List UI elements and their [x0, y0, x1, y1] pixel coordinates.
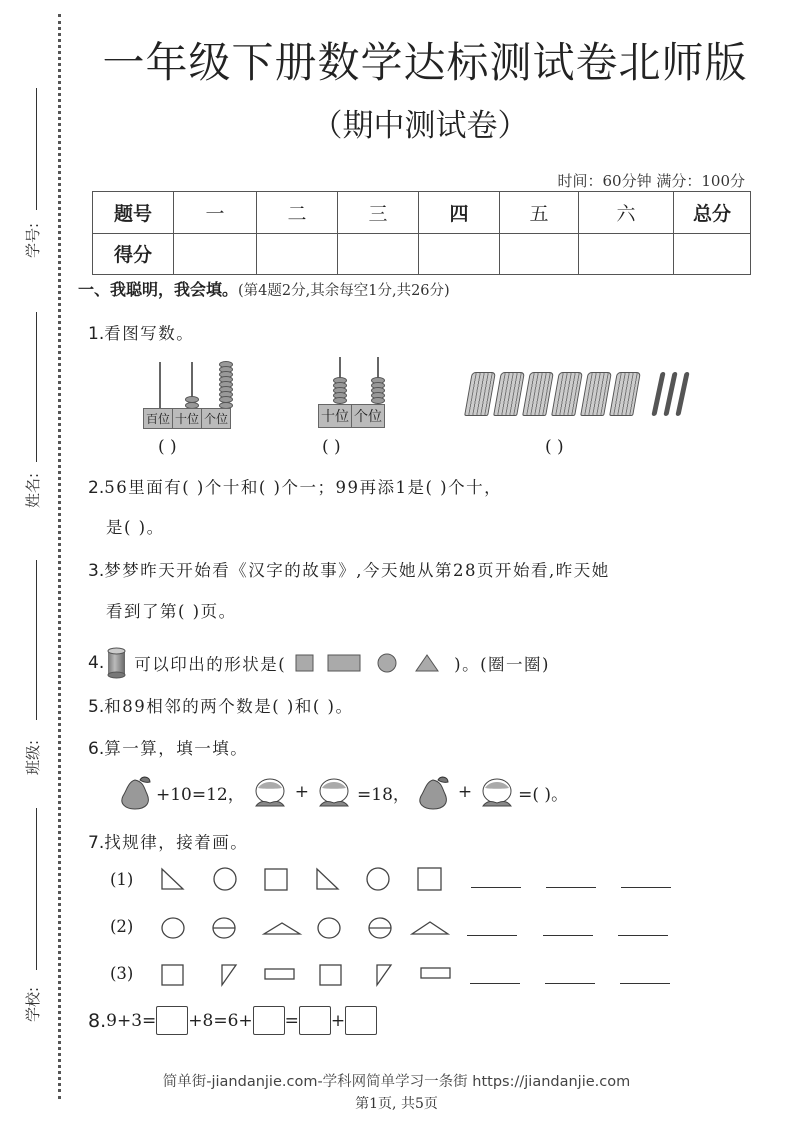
- page-number: 第1页, 共5页: [355, 1096, 438, 1112]
- question-2-line-1: [88, 474, 502, 498]
- square-icon: [162, 965, 183, 985]
- stick-bundle-icon: [580, 372, 612, 416]
- right-triangle-icon: [317, 869, 338, 889]
- section-1-title: 一、我聪明，我会填。: [78, 280, 239, 299]
- question-5-number: 5.: [88, 697, 105, 717]
- time-info: 时间：60分钟 满分：100分: [557, 172, 745, 190]
- equation-part-1: 9+3=: [106, 1010, 157, 1031]
- place-label-ones: 个位: [354, 409, 382, 425]
- question-4-text: 可以印出的形状是(: [134, 655, 287, 674]
- question-4-number: 4.: [88, 653, 105, 673]
- abacus-rod-hundreds: [159, 362, 161, 408]
- shape-options[interactable]: [290, 652, 450, 674]
- question-7-text: 找规律，接着画。: [104, 833, 249, 852]
- flat-triangle-icon: [412, 922, 448, 934]
- peach-icon: [480, 775, 514, 809]
- binding-dotted-line: [58, 14, 61, 1099]
- single-stick-icon: [675, 372, 689, 416]
- place-label-ones: 个位: [204, 412, 229, 426]
- class-label: 班级:: [24, 739, 42, 775]
- bead-icon: [333, 397, 347, 404]
- equation-1: +10=12，: [156, 784, 245, 805]
- row-header-question: 题号: [93, 192, 174, 234]
- pattern-row-1-label: (1): [110, 870, 134, 889]
- single-stick-icon: [663, 372, 677, 416]
- place-label-tens: 十位: [173, 409, 202, 428]
- question-6-equations: [118, 774, 568, 810]
- col-5: 五: [500, 192, 579, 234]
- peach-icon: [317, 775, 351, 809]
- equation-part-4: +: [330, 1010, 346, 1031]
- question-2-text: 56里面有( )个十和( )个一；99再添1是( )个十，: [104, 478, 503, 497]
- equation-3-answer-blank[interactable]: =( )。: [518, 784, 569, 805]
- bead-icon: [371, 397, 385, 404]
- flat-triangle-icon: [264, 923, 300, 934]
- col-1: 一: [174, 192, 257, 234]
- col-4: 四: [419, 192, 500, 234]
- triangle-option-icon: [416, 655, 438, 671]
- section-1-note: (第4题2分,其余每空1分,共26分): [238, 283, 450, 299]
- question-6-number: 6.: [88, 739, 105, 759]
- rectangle-option-icon: [328, 655, 360, 671]
- answer-line[interactable]: [621, 887, 671, 888]
- equation-2: =18，: [357, 784, 410, 805]
- page-title: 一年级下册数学达标测试卷北师版: [102, 38, 748, 87]
- stick-bundle-icon: [522, 372, 554, 416]
- score-cell-1[interactable]: [174, 233, 257, 275]
- circle-option-icon: [378, 654, 396, 672]
- question-2-number: 2.: [88, 478, 105, 498]
- answer-blank-1b[interactable]: ( ): [322, 437, 341, 457]
- school-label: 学校:: [24, 986, 42, 1022]
- answer-line[interactable]: [620, 983, 670, 984]
- pattern-row-3-shapes: [150, 961, 480, 991]
- score-cell-4[interactable]: [419, 233, 500, 275]
- question-8: [88, 1006, 377, 1035]
- col-2: 二: [257, 192, 338, 234]
- stick-bundle-icon: [464, 372, 496, 416]
- answer-box-3[interactable]: [299, 1006, 331, 1035]
- question-1: [88, 320, 194, 344]
- pattern-row-1-shapes: [150, 865, 480, 895]
- pear-icon: [416, 774, 450, 810]
- circle-icon: [318, 918, 340, 938]
- place-label-tens: 十位: [319, 405, 352, 427]
- question-7-number: 7.: [88, 833, 105, 853]
- square-option-icon: [296, 655, 313, 671]
- answer-line[interactable]: [545, 983, 595, 984]
- score-cell-5[interactable]: [500, 233, 579, 275]
- abacus-base: [143, 408, 231, 429]
- question-2-line-2: 是( )。: [106, 518, 165, 537]
- plus-sign: +: [294, 782, 310, 802]
- square-icon: [320, 965, 341, 985]
- pear-icon: [118, 774, 152, 810]
- name-line[interactable]: [36, 312, 37, 462]
- answer-blank-1a[interactable]: ( ): [158, 437, 177, 457]
- question-1-number: 1.: [88, 324, 105, 344]
- plus-sign: +: [457, 782, 473, 802]
- class-line[interactable]: [36, 560, 37, 720]
- question-3-text: 梦梦昨天开始看《汉字的故事》,今天她从第28页开始看,昨天她: [104, 561, 610, 580]
- stick-bundle-icon: [609, 372, 641, 416]
- col-3: 三: [338, 192, 419, 234]
- stick-bundle-icon: [493, 372, 525, 416]
- score-cell-2[interactable]: [257, 233, 338, 275]
- answer-line[interactable]: [467, 935, 517, 936]
- pattern-row-2-label: (2): [110, 917, 134, 936]
- question-8-number: 8.: [88, 1009, 107, 1032]
- name-label: 姓名:: [24, 472, 42, 508]
- footer-watermark: 简单街-jiandanjie.com-学科网简单学习一条街 https://jiandanjie.com: [162, 1074, 631, 1090]
- score-cell-total[interactable]: [674, 233, 751, 275]
- abacus-base: [318, 404, 385, 428]
- section-1-heading: [78, 277, 450, 300]
- square-icon: [265, 869, 287, 890]
- circle-icon: [214, 868, 236, 890]
- question-4: [88, 647, 550, 679]
- score-table: [92, 191, 751, 275]
- answer-line[interactable]: [470, 983, 520, 984]
- question-3-number: 3.: [88, 561, 105, 581]
- question-3-line-2: 看到了第( )页。: [106, 602, 237, 621]
- col-6: 六: [579, 192, 674, 234]
- pattern-row-2-shapes: [150, 913, 480, 943]
- question-5: [88, 693, 353, 717]
- answer-blank-1c[interactable]: ( ): [545, 437, 564, 457]
- right-triangle-icon: [162, 869, 183, 889]
- student-id-line[interactable]: [36, 88, 37, 210]
- question-6: [88, 735, 248, 759]
- question-4-suffix: )。(圈一圈): [454, 655, 550, 674]
- rectangle-icon: [265, 969, 294, 979]
- cylinder-icon: [106, 647, 128, 679]
- pattern-row-3-label: (3): [110, 964, 134, 983]
- score-row: [93, 233, 751, 275]
- square-icon: [418, 868, 441, 890]
- answer-line[interactable]: [546, 887, 596, 888]
- question-3-line-1: [88, 557, 610, 581]
- question-5-text: 和89相邻的两个数是( )和( )。: [104, 697, 354, 716]
- circle-icon: [367, 868, 389, 890]
- slant-triangle-icon: [377, 965, 391, 985]
- answer-box-1[interactable]: [156, 1006, 188, 1035]
- col-total: 总分: [674, 192, 751, 234]
- student-id-label: 学号:: [24, 222, 42, 258]
- peach-icon: [253, 775, 287, 809]
- single-stick-icon: [651, 372, 665, 416]
- score-cell-3[interactable]: [338, 233, 419, 275]
- answer-line[interactable]: [618, 935, 668, 936]
- school-line[interactable]: [36, 808, 37, 970]
- answer-box-4[interactable]: [345, 1006, 377, 1035]
- row-header-score: 得分: [93, 233, 174, 275]
- circle-icon: [162, 918, 184, 938]
- question-7: [88, 829, 248, 853]
- slant-triangle-icon: [222, 965, 236, 985]
- answer-line[interactable]: [543, 935, 593, 936]
- score-cell-6[interactable]: [579, 233, 674, 275]
- equation-part-3: =: [284, 1010, 299, 1031]
- place-label-hundreds: 百位: [144, 409, 173, 428]
- question-1-text: 看图写数。: [104, 324, 195, 343]
- answer-line[interactable]: [471, 887, 521, 888]
- rectangle-icon: [421, 968, 450, 978]
- question-number-row: [93, 192, 751, 234]
- stick-bundle-icon: [551, 372, 583, 416]
- question-6-text: 算一算，填一填。: [104, 739, 249, 758]
- page-subtitle: （期中测试卷）: [311, 108, 529, 144]
- equation-part-2: +8=6+: [188, 1010, 253, 1031]
- answer-box-2[interactable]: [253, 1006, 285, 1035]
